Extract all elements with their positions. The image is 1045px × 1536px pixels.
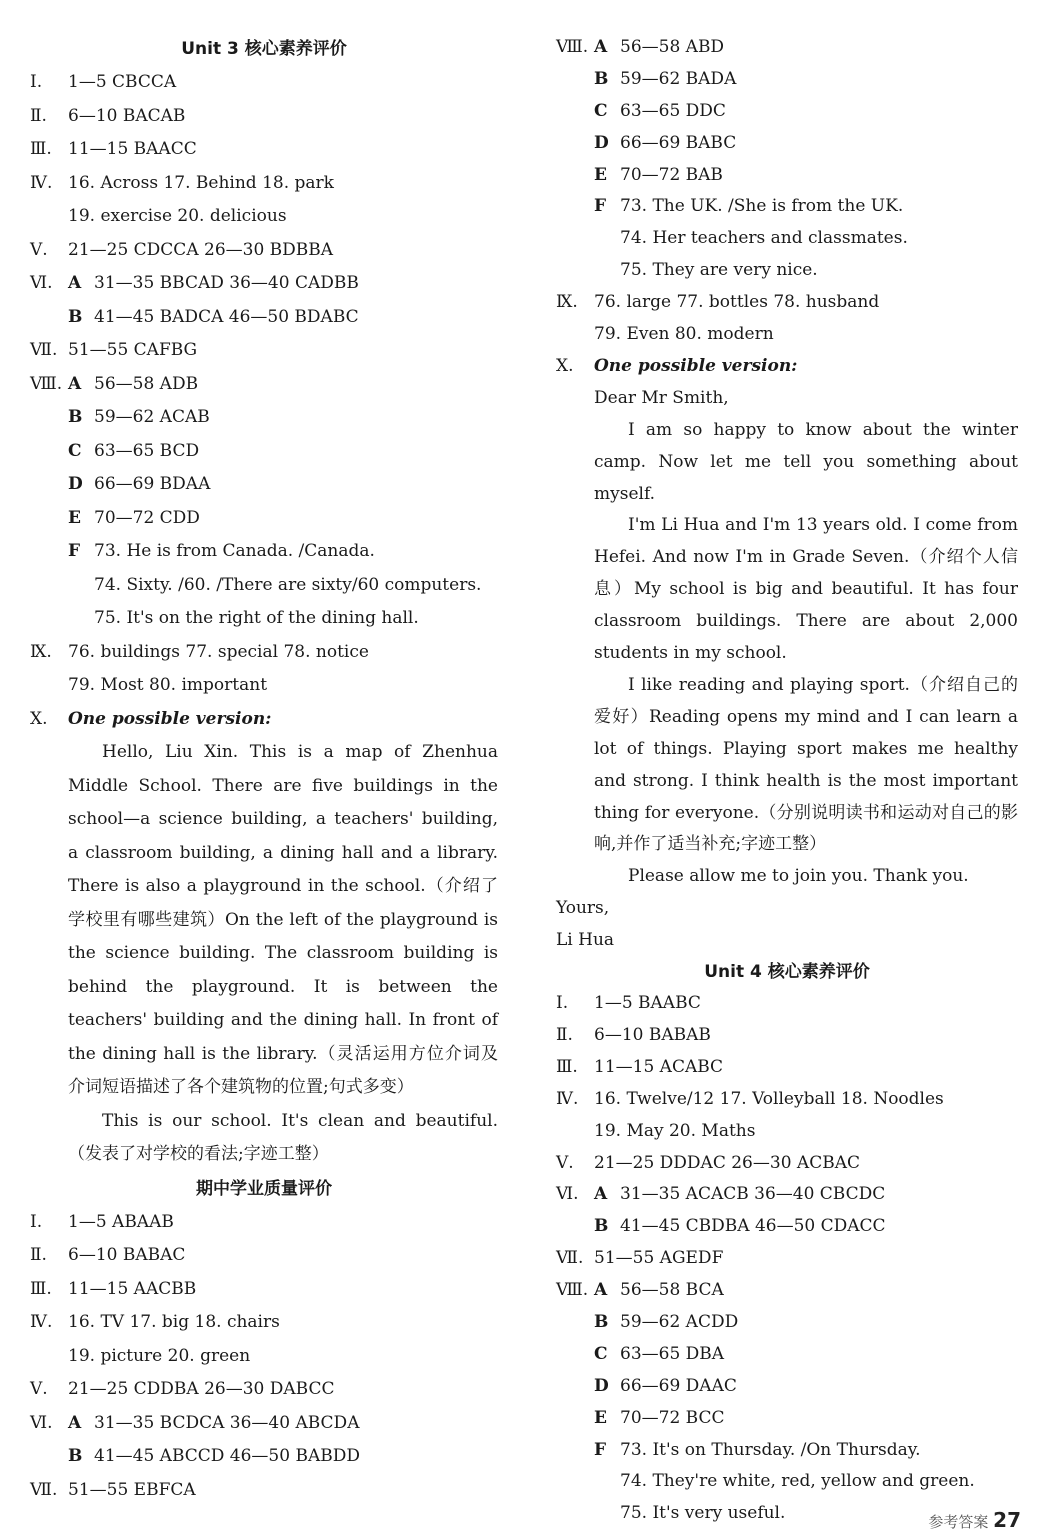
midterm-writing-label: Ⅹ. One possible version: bbox=[556, 355, 798, 376]
answer-line bbox=[30, 602, 498, 636]
answer-text: 41—45 CBDBA 46—50 CDACC bbox=[620, 1216, 886, 1237]
unit4-title: Unit 4 核心素养评价 bbox=[704, 962, 870, 983]
part-letter: B bbox=[594, 1216, 609, 1237]
answer-line bbox=[30, 100, 498, 134]
answer-line bbox=[556, 64, 1018, 96]
footer-label: 参考答案 bbox=[928, 1513, 989, 1531]
answer-text: 73. He is from Canada. /Canada. bbox=[94, 541, 375, 561]
part-letter: B bbox=[594, 68, 609, 89]
answer-line bbox=[556, 223, 1018, 255]
section-number: Ⅴ. bbox=[556, 1152, 574, 1173]
answer-line bbox=[556, 96, 1018, 128]
part-letter: C bbox=[594, 100, 608, 121]
answer-line bbox=[556, 319, 1018, 351]
answer-line bbox=[556, 1020, 1018, 1052]
part-letter: F bbox=[594, 1439, 607, 1460]
answer-text: 16. Across 17. Behind 18. park bbox=[68, 172, 334, 193]
section-number: Ⅷ. bbox=[30, 373, 63, 394]
section-number: Ⅵ. bbox=[30, 1412, 53, 1433]
answer-line bbox=[30, 435, 498, 469]
part-letter: B bbox=[68, 306, 83, 327]
answer-line bbox=[30, 502, 498, 536]
part-letter: F bbox=[594, 196, 607, 217]
answer-line bbox=[30, 133, 498, 167]
section-number: Ⅷ. bbox=[556, 37, 589, 57]
midterm-answers bbox=[30, 1206, 498, 1508]
part-letter: B bbox=[68, 407, 83, 427]
section-number: Ⅰ. bbox=[30, 72, 43, 92]
answer-text: 66—69 DAAC bbox=[620, 1375, 737, 1396]
answer-text: 74. Sixty. /60. /There are sixty/60 computers. bbox=[94, 574, 482, 595]
section-number: Ⅲ. bbox=[30, 1278, 52, 1299]
answer-text: 59—62 ACAB bbox=[94, 407, 210, 427]
answer-line bbox=[30, 1206, 498, 1240]
part-letter: A bbox=[594, 1184, 608, 1205]
answer-line bbox=[30, 1407, 498, 1441]
answer-text: 75. It's very useful. bbox=[620, 1503, 786, 1524]
answer-text: 70—72 BAB bbox=[620, 164, 723, 185]
answer-text: 75. It's on the right of the dining hall. bbox=[94, 608, 419, 628]
answer-text: 16. Twelve/12 17. Volleyball 18. Noodles bbox=[594, 1088, 944, 1109]
letter-salutation: Dear Mr Smith, bbox=[594, 387, 729, 408]
answer-text: 16. TV 17. big 18. chairs bbox=[68, 1312, 280, 1332]
answer-line bbox=[30, 301, 498, 335]
right-column bbox=[556, 32, 1018, 1530]
unit3-answers bbox=[30, 66, 498, 703]
answer-line bbox=[556, 1466, 1018, 1498]
answer-text: 19. exercise 20. delicious bbox=[68, 206, 287, 226]
section-number: Ⅰ. bbox=[30, 1211, 43, 1232]
answer-line bbox=[556, 1339, 1018, 1371]
part-letter: E bbox=[594, 1407, 607, 1428]
unit3-writing-label: Ⅹ. One possible version: bbox=[30, 708, 272, 729]
section-number: Ⅱ. bbox=[30, 105, 47, 126]
answer-text: 31—35 ACACB 36—40 CBCDC bbox=[620, 1184, 886, 1205]
letter-paragraph: I like reading and playing sport.（介绍自己的爱好）Reading opens my mind and I can learn a lot of things. Playing sport makes me healthy and strong. I think health is the most important thing for everyone.（分别说明读书和运动对自己的影响,并作了适当补充;字迹工整） bbox=[594, 674, 1018, 855]
answer-line bbox=[556, 287, 1018, 319]
section-number: Ⅵ. bbox=[30, 273, 53, 293]
answer-line bbox=[556, 988, 1018, 1020]
unit3-essay-paragraph: This is our school. It's clean and beautiful.（发表了对学校的看法;字迹工整） bbox=[68, 1110, 498, 1164]
answer-line bbox=[556, 1052, 1018, 1084]
answer-text: 21—25 CDCCA 26—30 BDBBA bbox=[68, 239, 334, 260]
answer-text: 51—55 EBFCA bbox=[68, 1479, 196, 1500]
answer-line bbox=[30, 401, 498, 435]
answer-line bbox=[30, 468, 498, 502]
part-letter: A bbox=[594, 37, 608, 57]
answer-line bbox=[30, 200, 498, 234]
answer-line bbox=[556, 1211, 1018, 1243]
answer-text: 70—72 CDD bbox=[94, 507, 200, 528]
part-letter: C bbox=[68, 440, 82, 461]
page-number: 27 bbox=[993, 1508, 1021, 1532]
answer-text: 56—58 ADB bbox=[94, 373, 199, 394]
section-number: Ⅲ. bbox=[30, 139, 52, 159]
page-footer bbox=[928, 1508, 1021, 1532]
answer-text: 63—65 BCD bbox=[94, 440, 200, 461]
midterm-title: 期中学业质量评价 bbox=[196, 1178, 332, 1199]
part-letter: A bbox=[68, 373, 82, 394]
answer-line bbox=[30, 267, 498, 301]
answer-text: 21—25 CDDBA 26—30 DABCC bbox=[68, 1379, 335, 1399]
answer-line bbox=[30, 669, 498, 703]
answer-line bbox=[30, 1440, 498, 1474]
section-number: Ⅱ. bbox=[556, 1025, 573, 1045]
part-letter: D bbox=[594, 132, 609, 153]
part-letter: C bbox=[594, 1343, 608, 1364]
unit3-essay-paragraph: Hello, Liu Xin. This is a map of Zhenhua Middle School. There are five buildings in the school—a science building, a teachers' building, a classroom building, a dining hall and a library. There is also a playground in the school.（介绍了学校里有哪些建筑）On the left of the playground is the science building. The classroom building is behind the playground. It is between the teachers' building and the dining hall. In front of the dining hall is the library.（灵活运用方位介词及介词短语描述了各个建筑物的位置;句式多变） bbox=[68, 742, 498, 1097]
answer-text: 59—62 BADA bbox=[620, 68, 737, 89]
section-number: Ⅶ. bbox=[30, 340, 58, 360]
answer-text: 76. large 77. bottles 78. husband bbox=[594, 292, 880, 313]
answer-text: 51—55 AGEDF bbox=[594, 1248, 724, 1269]
answer-text: 79. Even 80. modern bbox=[594, 324, 774, 345]
midterm-answers-continued bbox=[556, 32, 1018, 351]
letter-paragraph: I'm Li Hua and I'm 13 years old. I come from Hefei. And now I'm in Grade Seven.（介绍个人信息）My school is big and beautiful. It has four classroom buildings. There are about 2,000 students in my school. bbox=[594, 515, 1018, 664]
answer-text: 56—58 BCA bbox=[620, 1280, 724, 1301]
unit3-title: Unit 3 核心素养评价 bbox=[181, 39, 347, 59]
answer-text: 66—69 BDAA bbox=[94, 474, 211, 494]
answer-line bbox=[556, 1179, 1018, 1211]
answer-text: 31—35 BBCAD 36—40 CADBB bbox=[94, 273, 359, 293]
answer-line bbox=[30, 569, 498, 603]
section-number: Ⅴ. bbox=[30, 1379, 48, 1399]
answer-line bbox=[556, 1435, 1018, 1467]
answer-text: 11—15 AACBB bbox=[68, 1278, 197, 1299]
answer-text: 76. buildings 77. special 78. notice bbox=[68, 641, 369, 662]
answer-line bbox=[30, 167, 498, 201]
section-number: Ⅴ. bbox=[30, 239, 48, 260]
part-letter: A bbox=[594, 1280, 608, 1301]
unit4-answers bbox=[556, 988, 1018, 1530]
letter-paragraph: I am so happy to know about the winter camp. Now let me tell you something about myself. bbox=[594, 419, 1018, 504]
answer-line bbox=[556, 32, 1018, 64]
answer-text: 66—69 BABC bbox=[620, 132, 737, 153]
part-letter: B bbox=[594, 1312, 609, 1333]
answer-line bbox=[30, 368, 498, 402]
answer-line bbox=[30, 1474, 498, 1508]
section-number: Ⅳ. bbox=[30, 172, 53, 193]
answer-line bbox=[556, 1275, 1018, 1307]
answer-text: 51—55 CAFBG bbox=[68, 340, 198, 360]
answer-line bbox=[556, 1148, 1018, 1180]
answer-text: 31—35 BCDCA 36—40 ABCDA bbox=[94, 1412, 360, 1433]
answer-text: 19. picture 20. green bbox=[68, 1345, 251, 1366]
answer-line bbox=[556, 1403, 1018, 1435]
answer-text: 59—62 ACDD bbox=[620, 1312, 739, 1333]
section-number: Ⅱ. bbox=[30, 1245, 47, 1265]
answer-text: 79. Most 80. important bbox=[68, 675, 268, 695]
answer-text: 11—15 BAACC bbox=[68, 139, 197, 159]
answer-line bbox=[556, 160, 1018, 192]
section-number: Ⅶ. bbox=[556, 1248, 584, 1269]
answer-line bbox=[556, 1116, 1018, 1148]
answer-line bbox=[30, 535, 498, 569]
part-letter: E bbox=[594, 164, 607, 185]
answer-text: 70—72 BCC bbox=[620, 1407, 725, 1428]
part-letter: B bbox=[68, 1446, 83, 1466]
answer-line bbox=[556, 255, 1018, 287]
answer-line bbox=[30, 234, 498, 268]
answer-line bbox=[30, 1306, 498, 1340]
answer-line bbox=[556, 1371, 1018, 1403]
answer-line bbox=[30, 1273, 498, 1307]
part-letter: F bbox=[68, 541, 81, 561]
section-number: Ⅳ. bbox=[556, 1088, 579, 1109]
answer-text: 63—65 DDC bbox=[620, 100, 726, 121]
section-number: Ⅸ. bbox=[556, 292, 578, 313]
answer-line bbox=[30, 636, 498, 670]
answer-text: 1—5 ABAAB bbox=[68, 1211, 174, 1232]
answer-text: 41—45 ABCCD 46—50 BABDD bbox=[94, 1446, 360, 1466]
part-letter: A bbox=[68, 273, 82, 293]
answer-text: 73. The UK. /She is from the UK. bbox=[620, 196, 904, 217]
part-letter: D bbox=[594, 1375, 609, 1396]
part-letter: A bbox=[68, 1412, 82, 1433]
answer-text: 75. They are very nice. bbox=[620, 260, 818, 281]
answer-text: 41—45 BADCA 46—50 BDABC bbox=[94, 306, 359, 327]
letter-closing: Yours, bbox=[556, 898, 610, 919]
answer-line bbox=[556, 191, 1018, 223]
answer-text: 21—25 DDDAC 26—30 ACBAC bbox=[594, 1152, 860, 1173]
answer-text: 74. Her teachers and classmates. bbox=[620, 228, 908, 249]
answer-text: 19. May 20. Maths bbox=[594, 1120, 756, 1141]
answer-text: 6—10 BACAB bbox=[68, 105, 186, 126]
answer-line bbox=[556, 128, 1018, 160]
answer-line bbox=[556, 1084, 1018, 1116]
answer-text: 63—65 DBA bbox=[620, 1343, 725, 1364]
answer-text: 56—58 ABD bbox=[620, 37, 725, 57]
section-number: Ⅸ. bbox=[30, 641, 52, 662]
section-number: Ⅳ. bbox=[30, 1312, 53, 1332]
section-number: Ⅶ. bbox=[30, 1479, 58, 1500]
answer-line bbox=[30, 1340, 498, 1374]
answer-text: 1—5 CBCCA bbox=[68, 72, 177, 92]
answer-text: 1—5 BAABC bbox=[594, 993, 701, 1014]
answer-text: 74. They're white, red, yellow and green. bbox=[620, 1471, 975, 1492]
letter-paragraph: Please allow me to join you. Thank you. bbox=[628, 866, 969, 887]
section-number: Ⅲ. bbox=[556, 1056, 578, 1077]
answer-line bbox=[30, 1239, 498, 1273]
section-number: Ⅰ. bbox=[556, 993, 569, 1014]
answer-text: 6—10 BABAB bbox=[594, 1025, 711, 1045]
answer-line bbox=[556, 1243, 1018, 1275]
answer-text: 11—15 ACABC bbox=[594, 1056, 724, 1077]
part-letter: D bbox=[68, 474, 83, 494]
section-number: Ⅵ. bbox=[556, 1184, 579, 1205]
answer-line bbox=[30, 66, 498, 100]
answer-text: 6—10 BABAC bbox=[68, 1245, 186, 1265]
answer-line bbox=[30, 334, 498, 368]
left-column bbox=[30, 32, 498, 1507]
letter-signature: Li Hua bbox=[556, 930, 615, 951]
answer-line bbox=[30, 1373, 498, 1407]
part-letter: E bbox=[68, 507, 81, 528]
section-number: Ⅷ. bbox=[556, 1280, 589, 1301]
answer-line bbox=[556, 1307, 1018, 1339]
answer-text: 73. It's on Thursday. /On Thursday. bbox=[620, 1439, 921, 1460]
